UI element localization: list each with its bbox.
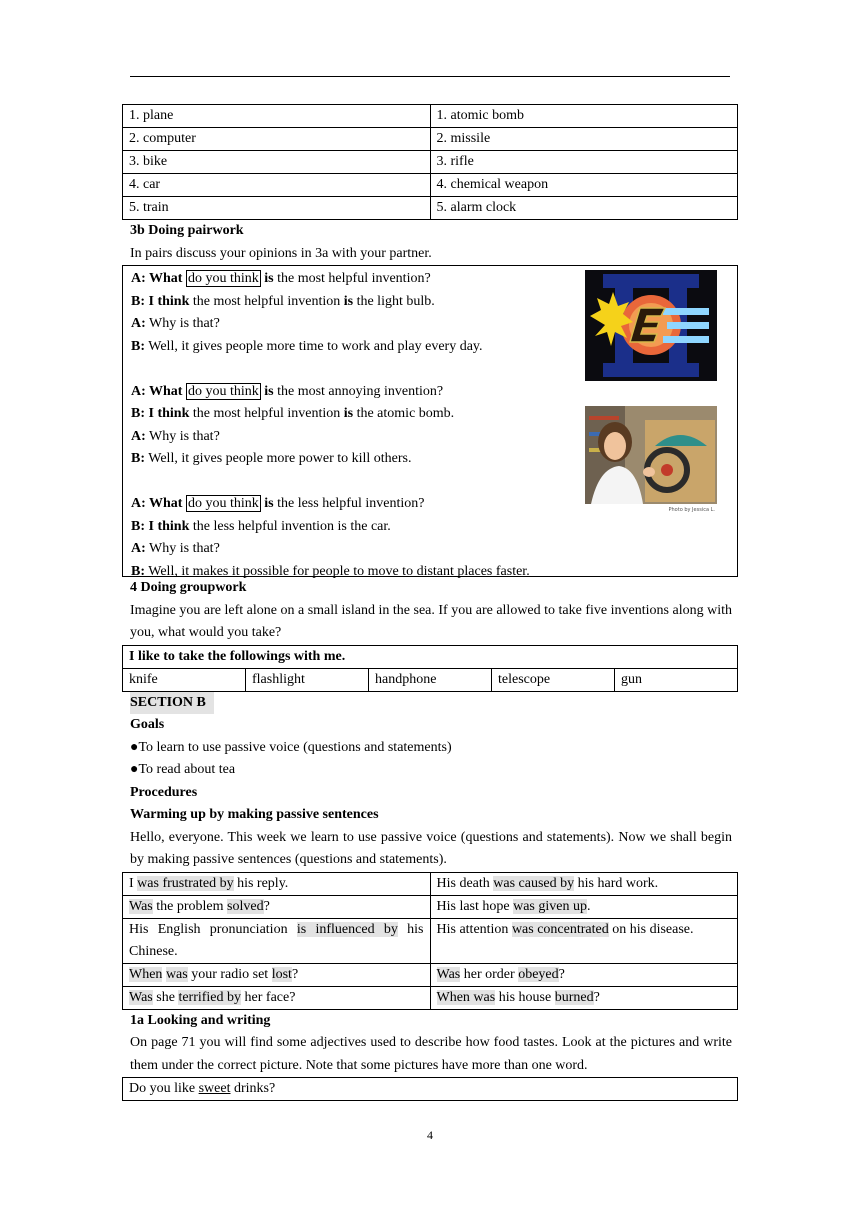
- dialogue-line: B: Well, it gives people more power to kill others.: [131, 451, 412, 466]
- section-b-title: SECTION B: [130, 692, 214, 715]
- invention-logo-image: [585, 270, 717, 381]
- table-row: I was frustrated by his reply. His death was caused by his hard work.: [123, 872, 738, 895]
- page-content: [122, 104, 738, 1101]
- table-row: 5. train 5. alarm clock: [123, 197, 738, 220]
- goal-item: ●To read about tea: [130, 762, 236, 777]
- table-row: Do you like sweet drinks?: [123, 1078, 738, 1101]
- text-4: Imagine you are left alone on a small island in the sea. If you are allowed to take five inventions along with you, what would you take?: [130, 602, 732, 640]
- dialogue-line: A: Why is that?: [131, 541, 220, 556]
- table-row: Was the problem solved? His last hope was given up.: [123, 895, 738, 918]
- table-row: 1. plane 1. atomic bomb: [123, 105, 738, 128]
- table-row: 3. bike 3. rifle: [123, 151, 738, 174]
- girl-with-steering-wheel-photo: [585, 406, 717, 512]
- table-row: I like to take the followings with me.: [123, 645, 738, 668]
- dialogue-box: [122, 265, 738, 577]
- table-row: When was your radio set lost? Was her order obeyed?: [123, 963, 738, 986]
- island-items-table: [122, 645, 738, 692]
- goal-item: ●To learn to use passive voice (questions and statements): [130, 739, 452, 755]
- header-rule: [130, 76, 730, 77]
- procedures-heading: Procedures: [130, 784, 198, 800]
- heading-4: 4 Doing groupwork: [130, 580, 247, 595]
- goals-heading: Goals: [130, 717, 165, 732]
- passive-sentences-table: [122, 872, 738, 1010]
- dialogue-line: A: Why is that?: [131, 316, 220, 331]
- dialogue-line: B: I think the most helpful invention is the light bulb.: [131, 293, 435, 309]
- dialogue-line: B: I think the less helpful invention is the car.: [131, 518, 391, 534]
- taste-question-table: [122, 1077, 738, 1101]
- table-row: 2. computer 2. missile: [123, 128, 738, 151]
- table-row: knife flashlight handphone telescope gun: [123, 668, 738, 691]
- instruction-3b: In pairs discuss your opinions in 3a with your partner.: [130, 245, 432, 261]
- table-row: 4. car 4. chemical weapon: [123, 174, 738, 197]
- dialogue-line: A: What do you think is the most helpful invention?: [131, 271, 431, 286]
- photo-credit: Photo by Jessica L.: [668, 507, 715, 512]
- inventions-table: [122, 104, 738, 220]
- warmup-heading: Warming up by making passive sentences: [130, 807, 379, 822]
- text-1a: On page 71 you will find some adjectives used to describe how food tastes. Look at the pictures and write them under the correct picture. Note that some pictures have more than one word.: [130, 1035, 732, 1073]
- table-row: His English pronunciation is influenced by his Chinese. His attention was concentrated on his disease.: [123, 918, 738, 963]
- heading-3b: 3b Doing pairwork: [130, 223, 244, 238]
- dialogue-line: B: Well, it makes it possible for people to move to distant places faster.: [131, 563, 530, 579]
- dialogue-line: A: What do you think is the less helpful invention?: [131, 496, 425, 511]
- heading-1a: 1a Looking and writing: [130, 1012, 271, 1028]
- page-number: 4: [427, 1128, 433, 1142]
- warmup-text: Hello, everyone. This week we learn to use passive voice (questions and statements). Now we shall begin by making passive sentences (questions and statements).: [130, 829, 732, 867]
- table-row: Was she terrified by her face? When was his house burned?: [123, 986, 738, 1009]
- dialogue-line: A: What do you think is the most annoying invention?: [131, 383, 444, 399]
- dialogue-line: B: Well, it gives people more time to work and play every day.: [131, 338, 483, 354]
- dialogue-line: B: I think the most helpful invention is the atomic bomb.: [131, 406, 455, 421]
- dialogue-line: A: Why is that?: [131, 428, 220, 444]
